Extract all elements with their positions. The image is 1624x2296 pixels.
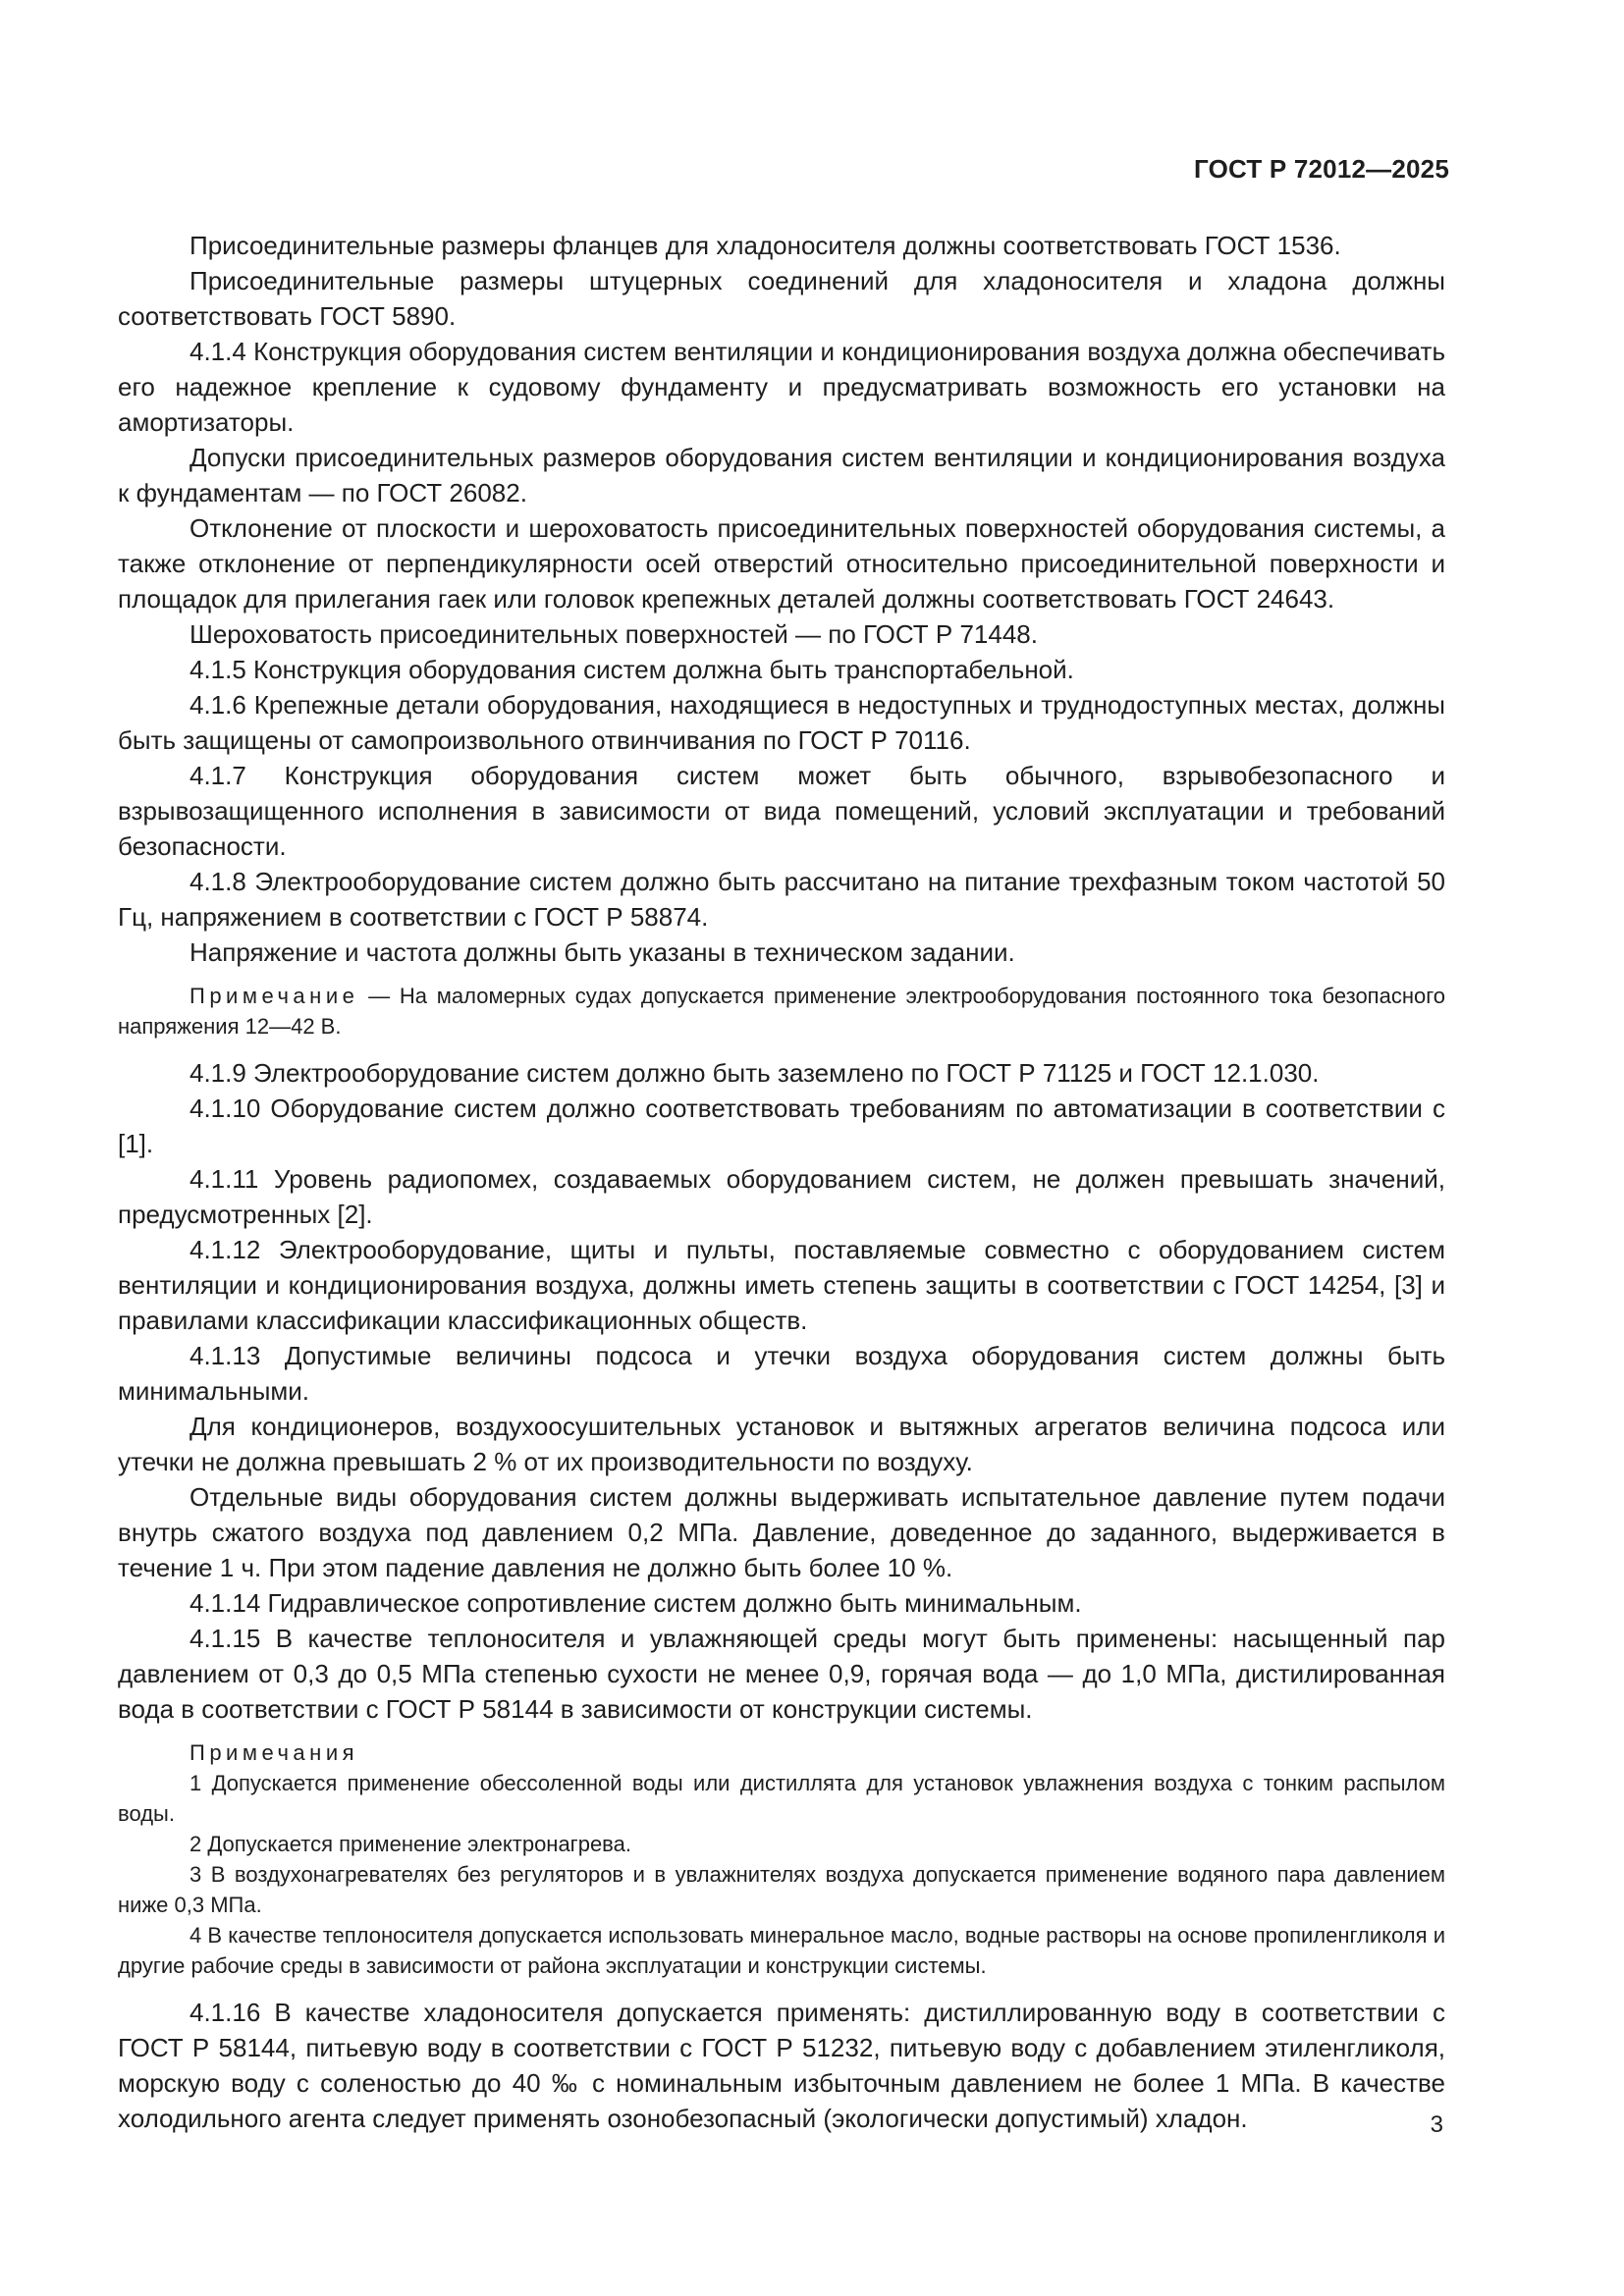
paragraph: Отклонение от плоскости и шероховатость присоединительных поверхностей оборудования системы, а также отклонение от перпендикулярности осей отверстий относительно присоединительной поверхности и площадок для прилегания гаек или головок крепежных деталей должны соответствовать ГОСТ 24643. bbox=[118, 513, 1445, 614]
notes-label: Примечания bbox=[189, 1740, 359, 1765]
paragraph: 4.1.13 Допустимые величины подсоса и утечки воздуха оборудования систем должны быть минимальными. bbox=[118, 1341, 1445, 1406]
paragraph: 4.1.8 Электрооборудование систем должно быть рассчитано на питание трехфазным током частотой 50 Гц, напряжением в соответствии с ГОСТ Р 58874. bbox=[118, 867, 1445, 932]
paragraph: 4.1.9 Электрооборудование систем должно быть заземлено по ГОСТ Р 71125 и ГОСТ 12.1.030. bbox=[189, 1058, 1320, 1088]
paragraph: 4.1.6 Крепежные детали оборудования, находящиеся в недоступных и труднодоступных местах, должны быть защищены от самопроизвольного отвинчивания по ГОСТ Р 70116. bbox=[118, 690, 1445, 755]
notes-heading bbox=[118, 1737, 1445, 1768]
paragraph: 4.1.5 Конструкция оборудования систем должна быть транспортабельной. bbox=[189, 655, 1074, 684]
paragraph: 4.1.7 Конструкция оборудования систем может быть обычного, взрывобезопасного и взрывозащищенного исполнения в зависимости от вида помещений, условий эксплуатации и требований безопасности. bbox=[118, 761, 1445, 861]
page-number: 3 bbox=[1430, 2111, 1443, 2138]
paragraph: 4.1.15 В качестве теплоносителя и увлажняющей среды могут быть применены: насыщенный пар давлением от 0,3 до 0,5 МПа степенью сухости не менее 0,9, горячая вода — до 1,0 МПа, дистилированная вода в соответствии с ГОСТ Р 58144 в зависимости от конструкции системы. bbox=[118, 1624, 1445, 1724]
paragraph: Напряжение и частота должны быть указаны в техническом задании. bbox=[189, 937, 1015, 967]
note bbox=[118, 981, 1445, 1041]
document-body bbox=[118, 228, 1445, 2136]
paragraph: 4.1.11 Уровень радиопомех, создаваемых оборудованием систем, не должен превышать значений, предусмотренных [2]. bbox=[118, 1164, 1445, 1229]
paragraph: 4.1.14 Гидравлическое сопротивление систем должно быть минимальным. bbox=[189, 1588, 1082, 1618]
paragraph: 4.1.12 Электрооборудование, щиты и пульты, поставляемые совместно с оборудованием систем вентиляции и кондиционирования воздуха, должны иметь степень защиты в соответствии с ГОСТ 14254, [3] и правилами классификации классификационных обществ. bbox=[118, 1235, 1445, 1335]
paragraph: Присоединительные размеры фланцев для хладоносителя должны соответствовать ГОСТ 1536. bbox=[189, 231, 1341, 260]
note-item: 3 В воздухонагревателях без регуляторов и в увлажнителях воздуха допускается применение водяного пара давлением ниже 0,3 МПа. bbox=[118, 1862, 1445, 1917]
paragraph: Для кондиционеров, воздухоосушительных установок и вытяжных агрегатов величина подсоса или утечки не должна превышать 2 % от их производительности по воздуху. bbox=[118, 1412, 1445, 1476]
paragraph: 4.1.4 Конструкция оборудования систем вентиляции и кондиционирования воздуха должна обеспечивать его надежное крепление к судовому фундаменту и предусматривать возможность его установки на амортизаторы. bbox=[118, 337, 1445, 437]
notes-block bbox=[118, 1737, 1445, 1981]
paragraph: Присоединительные размеры штуцерных соединений для хладоносителя и хладона должны соответствовать ГОСТ 5890. bbox=[118, 266, 1445, 331]
paragraph: Отдельные виды оборудования систем должны выдерживать испытательное давление путем подачи внутрь сжатого воздуха под давлением 0,2 МПа. Давление, доведенное до заданного, выдерживается в течение 1 ч. При этом падение давления не должно быть более 10 %. bbox=[118, 1482, 1445, 1582]
paragraph: Шероховатость присоединительных поверхностей — по ГОСТ Р 71448. bbox=[189, 619, 1038, 649]
note-label: Примечание bbox=[189, 984, 359, 1008]
note-item: 1 Допускается применение обессоленной воды или дистиллята для установок увлажнения воздуха с тонким распылом воды. bbox=[118, 1771, 1445, 1826]
note-block bbox=[118, 981, 1445, 1041]
note-text: — На маломерных судах допускается применение электрооборудования постоянного тока безопасного напряжения 12—42 В. bbox=[118, 984, 1445, 1039]
paragraph: 4.1.10 Оборудование систем должно соответствовать требованиям по автоматизации в соответствии с [1]. bbox=[118, 1094, 1445, 1158]
paragraph: 4.1.16 В качестве хладоносителя допускается применять: дистиллированную воду в соответствии с ГОСТ Р 58144, питьевую воду в соответствии с ГОСТ Р 51232, питьевую воду с добавлением этиленгликоля, морскую воду с соленостью до 40 ‰ с номинальным избыточным давлением не более 1 МПа. В качестве холодильного агента следует применять озонобезопасный (экологически допустимый) хладон. bbox=[118, 1998, 1445, 2133]
note-item: 4 В качестве теплоносителя допускается использовать минеральное масло, водные растворы на основе пропиленгликоля и другие рабочие среды в зависимости от района эксплуатации и конструкции системы. bbox=[118, 1923, 1445, 1978]
paragraph: Допуски присоединительных размеров оборудования систем вентиляции и кондиционирования воздуха к фундаментам — по ГОСТ 26082. bbox=[118, 443, 1445, 507]
document-header: ГОСТ Р 72012—2025 bbox=[1194, 154, 1449, 184]
note-item: 2 Допускается применение электронагрева. bbox=[189, 1832, 631, 1856]
